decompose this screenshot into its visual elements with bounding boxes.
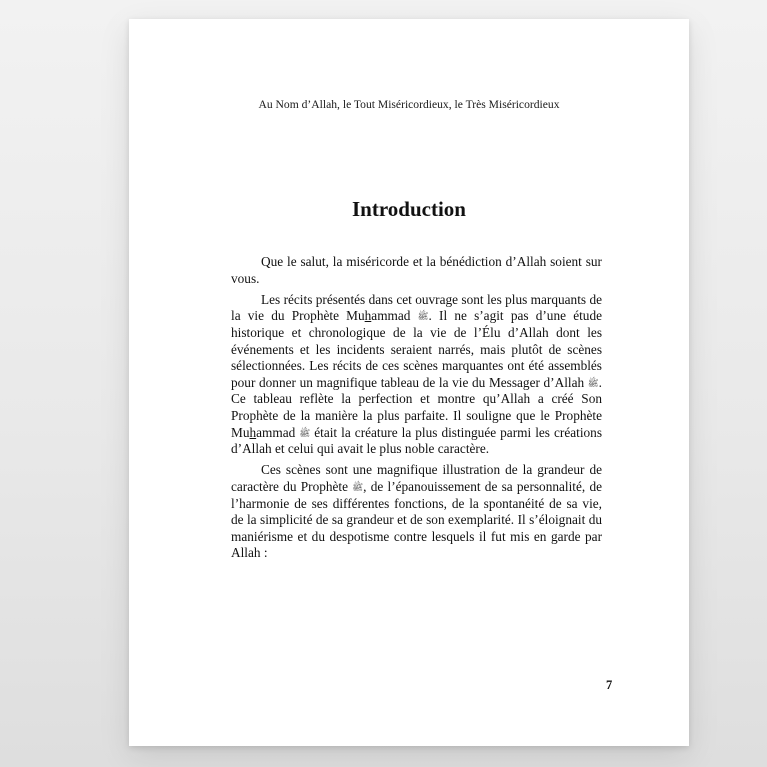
transliteration-h: h [364,308,372,324]
invocation-header: Au Nom d’Allah, le Tout Miséricordieux, le Très Miséricordieux [258,98,560,111]
book-page [129,19,689,746]
paragraph-3-text-a: Ces scènes sont une magnifique illustration de la grandeur de caractère du Prophète [231,462,602,494]
paragraph-2-text-e: ammad [256,424,296,440]
body-text [231,254,602,566]
paragraph-3 [231,462,602,562]
salutation-glyph-icon: ﷺ [417,311,429,322]
paragraph-2-text-d: . Ce tableau reflète la perfection et montre qu’Allah a créé Son Prophète de la manière la plus parfaite. Il souligne que le Prophète Mu [231,374,602,440]
salutation-glyph-icon: ﷺ [587,377,599,388]
salutation-glyph-icon: ﷺ [299,427,311,438]
paragraph-2-text-c: . Il ne s’agit pas d’une étude historique et chronologique de la vie de l’Élu d’Allah dont les événements et les incidents seraient narrés, mais plutôt de scènes sélectionnées. Les récits de ces scènes marquantes ont été assemblés pour donner un magnifique tableau de la vie du Messager d’Allah [231,308,602,390]
paragraph-1: Que le salut, la miséricorde et la bénédiction d’Allah soient sur vous. [231,254,602,286]
page-title: Introduction [352,197,466,221]
paragraph-2-text-a: Les récits présentés dans cet ouvrage sont les plus marquants de la vie du Prophète Mu [231,291,602,324]
paragraph-2-text-b: ammad [371,308,411,324]
page-number: 7 [606,678,613,692]
paragraph-2-text-f: était la créature la plus distinguée parmi les créations d’Allah et celui qui avait le plus noble caractère. [231,424,603,457]
paragraph-2 [231,292,602,458]
transliteration-h: h [249,424,257,440]
paragraph-3-text-b: , de l’épanouissement de sa personnalité, de l’harmonie de ses différentes fonctions, de la spontanéité de sa vie, de la simplicité de sa grandeur et de son exemplarité. Il s’éloignait du maniérisme et du despotisme contre lesquels il fut mis en garde par Allah : [231,478,602,561]
salutation-glyph-icon: ﷺ [352,481,364,492]
